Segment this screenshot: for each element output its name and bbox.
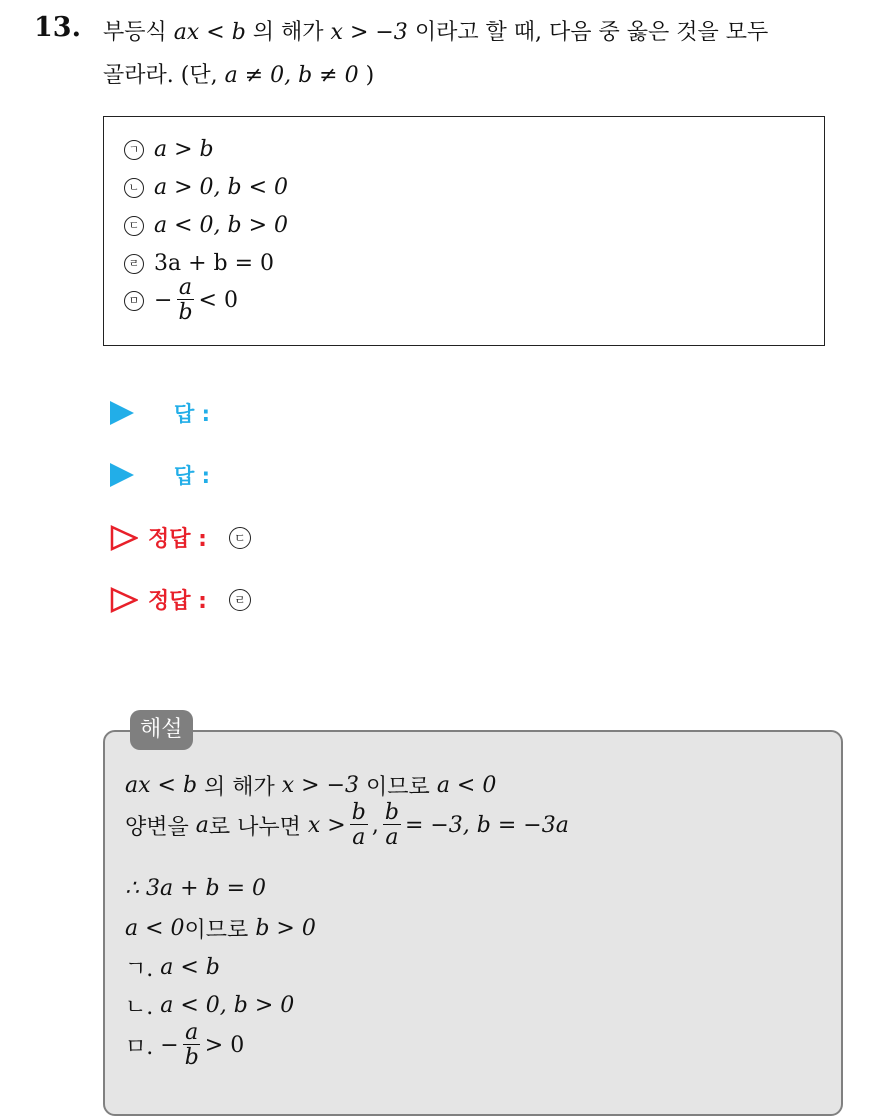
- correct-answer-label: 정답 :: [148, 527, 207, 552]
- fraction-denominator: a: [385, 825, 399, 850]
- fraction-numerator: a: [178, 275, 193, 300]
- solution-line: a < 0 이므로 b > 0: [125, 916, 316, 943]
- choice-marker: ㅁ: [124, 291, 144, 311]
- choice-suffix: < 0: [198, 288, 238, 313]
- choice-expression: a > 0, b < 0: [154, 175, 289, 200]
- fraction-denominator: a: [352, 825, 366, 850]
- fraction: [176, 277, 194, 324]
- choice-expression: a < 0, b > 0: [154, 213, 289, 238]
- answer-blank-row: [110, 460, 210, 490]
- fraction-numerator: b: [384, 800, 399, 825]
- outline-triangle-icon: [110, 587, 138, 613]
- choice-prefix: −: [154, 288, 173, 313]
- play-triangle-icon: [110, 463, 134, 487]
- choice-item: [124, 213, 288, 238]
- solution-tab: 해설: [130, 710, 193, 750]
- answer-label: 답 :: [174, 402, 210, 426]
- solution-line: ax < b 의 해가 x > −3 이므로 a < 0: [125, 773, 497, 800]
- solution-line: ㄱ. a < b: [125, 955, 220, 982]
- fraction-denominator: b: [184, 1045, 199, 1070]
- choice-expression: a > b: [154, 137, 214, 162]
- correct-answer-value: ㄷ: [229, 527, 251, 549]
- solution-line: ∴ 3a + b = 0: [125, 876, 267, 901]
- choice-item: [124, 277, 238, 324]
- outline-triangle-icon: [110, 525, 138, 551]
- fraction: [383, 802, 401, 849]
- choice-marker: ㄱ: [124, 140, 144, 160]
- play-triangle-icon: [110, 401, 134, 425]
- question-text-line2: 골라라. (단, a ≠ 0, b ≠ 0 ): [103, 63, 375, 88]
- correct-answer-label: 정답 :: [148, 589, 207, 614]
- choice-marker: ㄴ: [124, 178, 144, 198]
- choice-item: [124, 137, 214, 162]
- solution-line: 양변을 a 로 나누면 x > $\frac{b}{a}$ , $\frac{b}{a}$ = −3, b = −3a: [125, 800, 569, 850]
- solution-line: ㅁ. − $\frac{a}{b}$ > 0: [125, 1020, 245, 1070]
- fraction-numerator: a: [185, 1020, 199, 1045]
- question-text-line1: 부등식 ax < b 의 해가 x > −3 이라고 할 때, 다음 중 옳은 것을 모두: [103, 20, 769, 45]
- choice-marker: ㄷ: [124, 216, 144, 236]
- answer-label: 답 :: [174, 464, 210, 488]
- solution-box: [103, 730, 843, 1116]
- correct-answer-row: [110, 522, 251, 553]
- solution-line: ㄴ. a < 0, b > 0: [125, 993, 295, 1020]
- fraction: [350, 802, 368, 849]
- choice-expression: 3a + b = 0: [154, 251, 275, 276]
- correct-answer-value: ㄹ: [229, 589, 251, 611]
- correct-answer-row: [110, 584, 251, 615]
- fraction-numerator: b: [351, 800, 366, 825]
- fraction-denominator: b: [178, 300, 193, 325]
- choice-item: [124, 251, 274, 276]
- choice-item: [124, 175, 288, 200]
- choices-box: [103, 116, 825, 346]
- fraction: [183, 1022, 201, 1069]
- answer-blank-row: [110, 398, 210, 428]
- choice-marker: ㄹ: [124, 254, 144, 274]
- question-number: 13.: [34, 12, 81, 43]
